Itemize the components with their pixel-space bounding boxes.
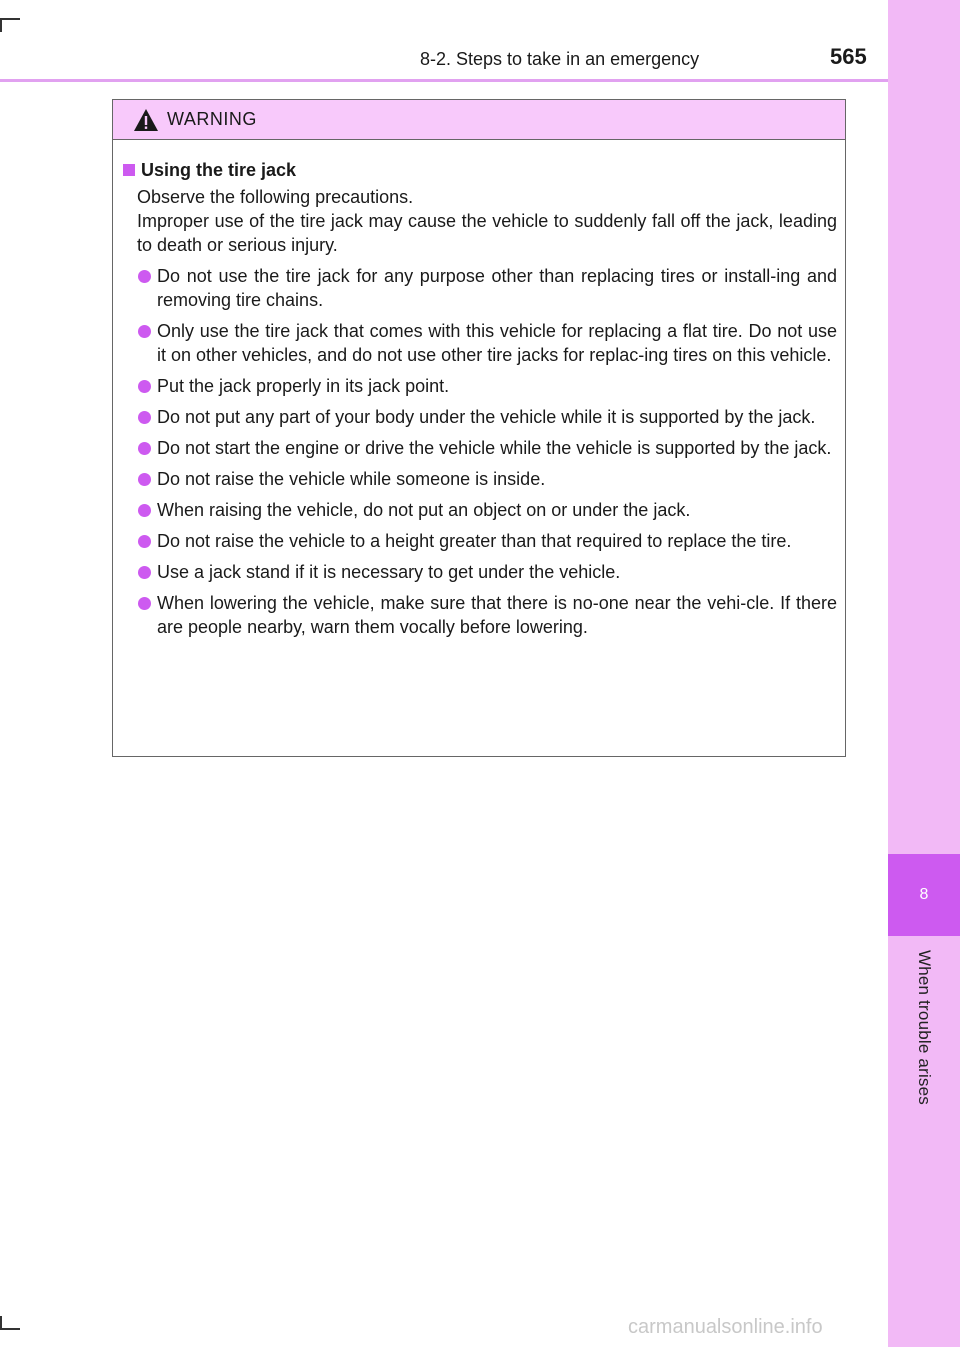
watermark: carmanualsonline.info <box>628 1316 823 1338</box>
list-item-text: Put the jack properly in its jack point. <box>157 376 450 396</box>
list-item-text: Do not raise the vehicle while someone is inside. <box>157 469 546 489</box>
chapter-number: 8 <box>919 886 929 903</box>
list-item-text: When lowering the vehicle, make sure that there is no-one near the vehi-cle. If there are people nearby, warn them vocally before lowering. <box>157 593 837 637</box>
bullet-dot-icon <box>138 325 151 338</box>
list-item <box>121 264 837 312</box>
chapter-side-tab <box>888 0 960 1347</box>
bullet-dot-icon <box>138 473 151 486</box>
section-title: 8-2. Steps to take in an emergency <box>420 49 700 69</box>
chapter-number-block <box>888 854 960 936</box>
warning-content <box>113 140 845 639</box>
header-divider <box>0 79 888 82</box>
list-item-text: Do not put any part of your body under the vehicle while it is supported by the jack. <box>157 407 816 427</box>
bullet-dot-icon <box>138 270 151 283</box>
list-item <box>121 529 837 553</box>
list-item <box>121 467 837 491</box>
list-item-text: Do not start the engine or drive the vehicle while the vehicle is supported by the jack. <box>157 438 832 458</box>
list-item <box>121 319 837 367</box>
bullet-dot-icon <box>138 411 151 424</box>
warning-label: WARNING <box>167 109 257 129</box>
list-item-text: Use a jack stand if it is necessary to get under the vehicle. <box>157 562 621 582</box>
list-item <box>121 405 837 429</box>
warning-header <box>113 100 845 140</box>
bullet-dot-icon <box>138 442 151 455</box>
list-item <box>121 498 837 522</box>
bullet-dot-icon <box>138 566 151 579</box>
warning-triangle-icon <box>133 108 159 132</box>
list-item <box>121 374 837 398</box>
intro-line: Improper use of the tire jack may cause the vehicle to suddenly fall off the jack, leading to death or serious injury. <box>137 211 837 255</box>
subhead-text: Using the tire jack <box>141 160 297 180</box>
page-number: 565 <box>830 44 867 69</box>
crop-mark <box>0 18 20 20</box>
list-item <box>121 436 837 460</box>
intro-text <box>121 185 837 257</box>
list-item <box>121 591 837 639</box>
bullet-dot-icon <box>138 380 151 393</box>
crop-mark <box>0 18 2 32</box>
list-item-text: Do not raise the vehicle to a height greater than that required to replace the tire. <box>157 531 792 551</box>
warning-box <box>112 99 846 757</box>
chapter-title: When trouble arises <box>915 950 934 1105</box>
bullet-dot-icon <box>138 504 151 517</box>
bullet-dot-icon <box>138 597 151 610</box>
list-item-text: Only use the tire jack that comes with this vehicle for replacing a flat tire. Do not use it on other vehicles, and do not use other tire jacks for replac-ing tires on this vehicle. <box>157 321 837 365</box>
chapter-title-container <box>888 950 960 1130</box>
crop-mark <box>0 1328 20 1330</box>
intro-line: Observe the following precautions. <box>137 187 414 207</box>
bullet-dot-icon <box>138 535 151 548</box>
list-item-text: When raising the vehicle, do not put an object on or under the jack. <box>157 500 691 520</box>
list-item-text: Do not use the tire jack for any purpose other than replacing tires or install-ing and removing tire chains. <box>157 266 837 310</box>
warning-subhead <box>121 158 837 182</box>
list-item <box>121 560 837 584</box>
precaution-list <box>121 264 837 639</box>
square-bullet-icon <box>123 164 135 176</box>
